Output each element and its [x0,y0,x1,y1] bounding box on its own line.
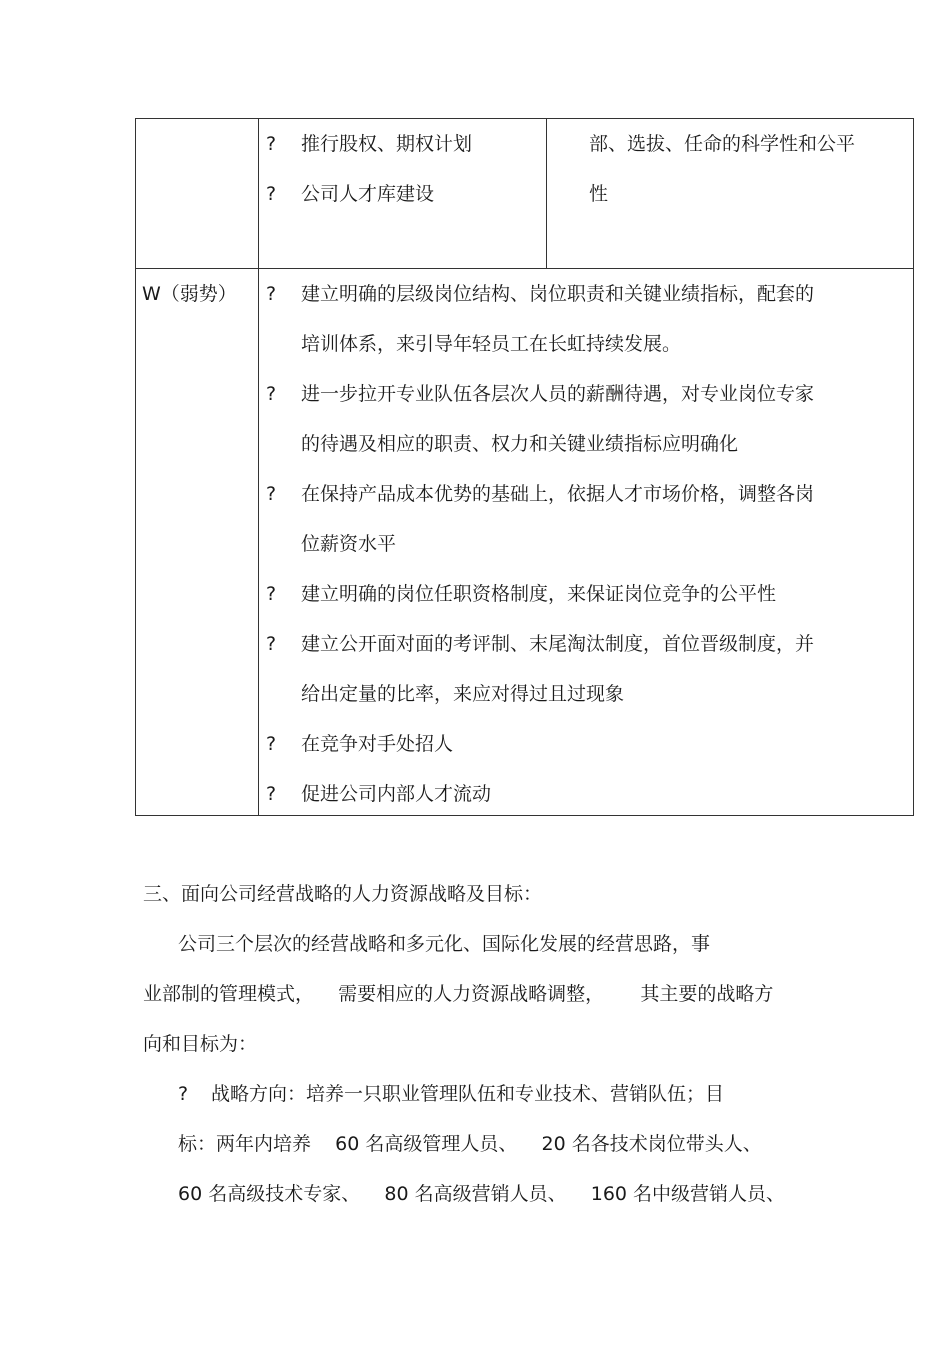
bullet-line-continuation: 标：两年内培养 60 名高级管理人员、 20 名各技术岗位带头人、 [178,1133,762,1155]
bullet-marker: ? [266,733,277,755]
bullet-marker: ? [266,283,277,305]
bullet-marker: ? [178,1083,189,1105]
table-col-divider-2 [546,118,547,268]
table-col-divider-1 [258,118,259,816]
list-item-continuation: 位薪资水平 [301,533,397,555]
paragraph-line: 业部制的管理模式， 需要相应的人力资源战略调整， 其主要的战略方 [143,983,774,1005]
list-item-continuation: 给出定量的比率，来应对得过且过现象 [301,683,625,705]
list-item: 公司人才库建设 [301,183,435,205]
list-item: 促进公司内部人才流动 [301,783,492,805]
table-row-divider [135,268,914,269]
list-item: 在保持产品成本优势的基础上，依据人才市场价格，调整各岗 [301,483,815,505]
list-item: 建立明确的岗位任职资格制度，来保证岗位竞争的公平性 [301,583,777,605]
row-label-weakness: W（弱势） [142,283,237,305]
cell-text: 性 [589,183,609,205]
bullet-marker: ? [266,133,277,155]
list-item: 在竞争对手处招人 [301,733,454,755]
bullet-marker: ? [266,633,277,655]
bullet-marker: ? [266,183,277,205]
list-item: 建立公开面对面的考评制、末尾淘汰制度，首位晋级制度，并 [301,633,815,655]
bullet-line-continuation: 60 名高级技术专家、 80 名高级营销人员、 160 名中级营销人员、 [178,1183,786,1205]
list-item-continuation: 培训体系，来引导年轻员工在长虹持续发展。 [301,333,682,355]
bullet-marker: ? [266,583,277,605]
list-item: 建立明确的层级岗位结构、岗位职责和关键业绩指标，配套的 [301,283,815,305]
list-item: 进一步拉开专业队伍各层次人员的薪酬待遇，对专业岗位专家 [301,383,815,405]
bullet-line: 战略方向：培养一只职业管理队伍和专业技术、营销队伍；目 [211,1083,725,1105]
bullet-marker: ? [266,383,277,405]
bullet-marker: ? [266,483,277,505]
section-heading: 三、面向公司经营战略的人力资源战略及目标： [143,883,543,905]
bullet-marker: ? [266,783,277,805]
paragraph-line: 公司三个层次的经营战略和多元化、国际化发展的经营思路，事 [178,933,711,955]
swot-table [135,118,914,816]
cell-text: 部、选拔、任命的科学性和公平 [589,133,856,155]
list-item-continuation: 的待遇及相应的职责、权力和关键业绩指标应明确化 [301,433,739,455]
paragraph-line: 向和目标为： [143,1033,258,1055]
list-item: 推行股权、期权计划 [301,133,473,155]
